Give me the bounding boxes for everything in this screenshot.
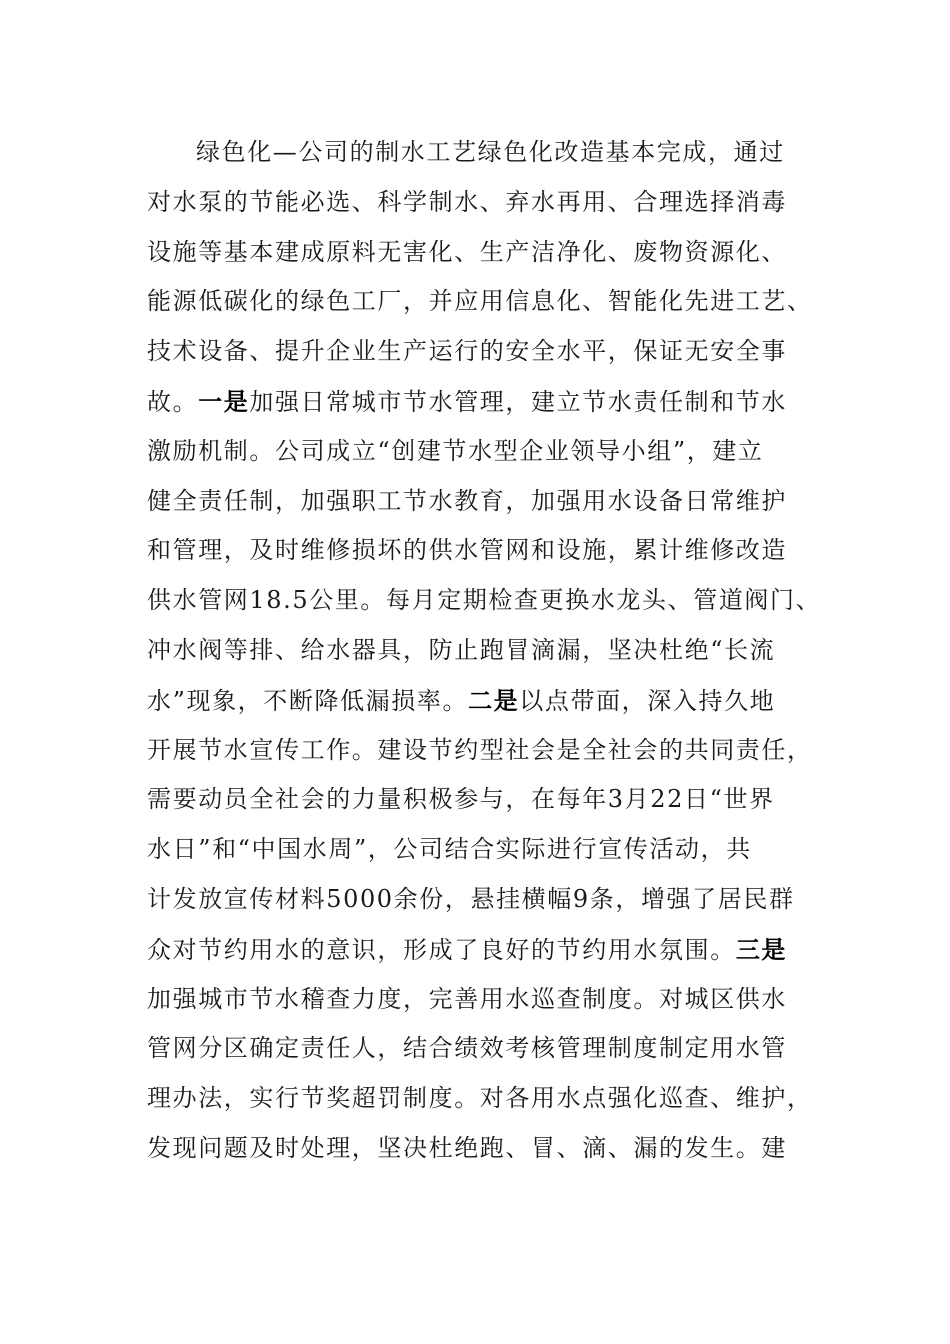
text-run: 设施等基本建成原料无害化、生产洁净化、废物资源化、 xyxy=(147,237,787,266)
text-line xyxy=(147,427,807,477)
text-line xyxy=(147,726,813,776)
text-line xyxy=(147,626,807,676)
body-paragraph xyxy=(147,128,822,1174)
text-run: 加强城市节水稽查力度，完善用水巡查制度。对城区供水 xyxy=(147,984,787,1013)
bold-heading-2: 二是 xyxy=(468,685,520,715)
text-line xyxy=(147,1124,807,1174)
text-line xyxy=(147,1074,813,1124)
text-line xyxy=(147,576,822,626)
text-run: 加强日常城市节水管理，建立节水责任制和节水 xyxy=(249,387,788,416)
text-line xyxy=(147,875,807,925)
text-run: 故。 xyxy=(147,387,199,416)
text-run: 激励机制。公司成立“创建节水型企业领导小组”，建立 xyxy=(147,436,764,465)
text-run: 计发放宣传材料5000余份，悬挂横幅9条，增强了居民群 xyxy=(147,884,795,913)
text-run: 开展节水宣传工作。建设节约型社会是全社会的共同责任， xyxy=(147,735,813,764)
text-run: 理办法，实行节奖超罚制度。对各用水点强化巡查、维护， xyxy=(147,1084,813,1113)
text-line xyxy=(147,377,807,427)
text-line xyxy=(147,277,813,327)
bold-heading-3: 三是 xyxy=(735,934,788,964)
text-run: 绿色化—公司的制水工艺绿色化改造基本完成，通过 xyxy=(196,138,785,166)
text-run: 水”现象，不断降低漏损率。 xyxy=(147,686,469,715)
text-line xyxy=(147,128,807,178)
text-run: 能源低碳化的绿色工厂，并应用信息化、智能化先进工艺、 xyxy=(147,287,813,316)
text-run: 供水管网18.5公里。每月定期检查更换水龙头、管道阀门、 xyxy=(147,586,822,615)
text-line xyxy=(147,327,807,377)
text-run: 水日”和“中国水周”，公司结合实际进行宣传活动，共 xyxy=(147,835,752,864)
text-run: 发现问题及时处理，坚决杜绝跑、冒、滴、漏的发生。建 xyxy=(147,1133,787,1162)
text-line xyxy=(147,925,807,975)
text-run: 众对节约用水的意识，形成了良好的节约用水氛围。 xyxy=(147,935,736,964)
text-line xyxy=(147,676,807,726)
text-line xyxy=(147,526,807,576)
text-line xyxy=(147,975,807,1025)
bold-heading-1: 一是 xyxy=(198,386,250,416)
text-run: 管网分区确定责任人，结合绩效考核管理制度制定用水管 xyxy=(147,1034,787,1063)
text-line xyxy=(147,178,807,228)
text-line xyxy=(147,1024,807,1074)
text-run: 需要动员全社会的力量积极参与，在每年3月22日“世界 xyxy=(147,785,775,814)
text-line xyxy=(147,825,807,875)
text-run: 技术设备、提升企业生产运行的安全水平，保证无安全事 xyxy=(147,337,787,366)
text-run: 健全责任制，加强职工节水教育，加强用水设备日常维护 xyxy=(147,486,787,515)
text-line xyxy=(147,477,807,527)
text-line xyxy=(147,775,807,825)
text-run: 对水泵的节能必选、科学制水、弃水再用、合理选择消毒 xyxy=(147,187,787,216)
text-run: 和管理，及时维修损坏的供水管网和设施，累计维修改造 xyxy=(147,536,787,565)
text-line xyxy=(147,228,807,278)
text-run: 冲水阀等排、给水器具，防止跑冒滴漏，坚决杜绝“长流 xyxy=(147,635,776,664)
text-run: 以点带面，深入持久地 xyxy=(519,686,776,715)
